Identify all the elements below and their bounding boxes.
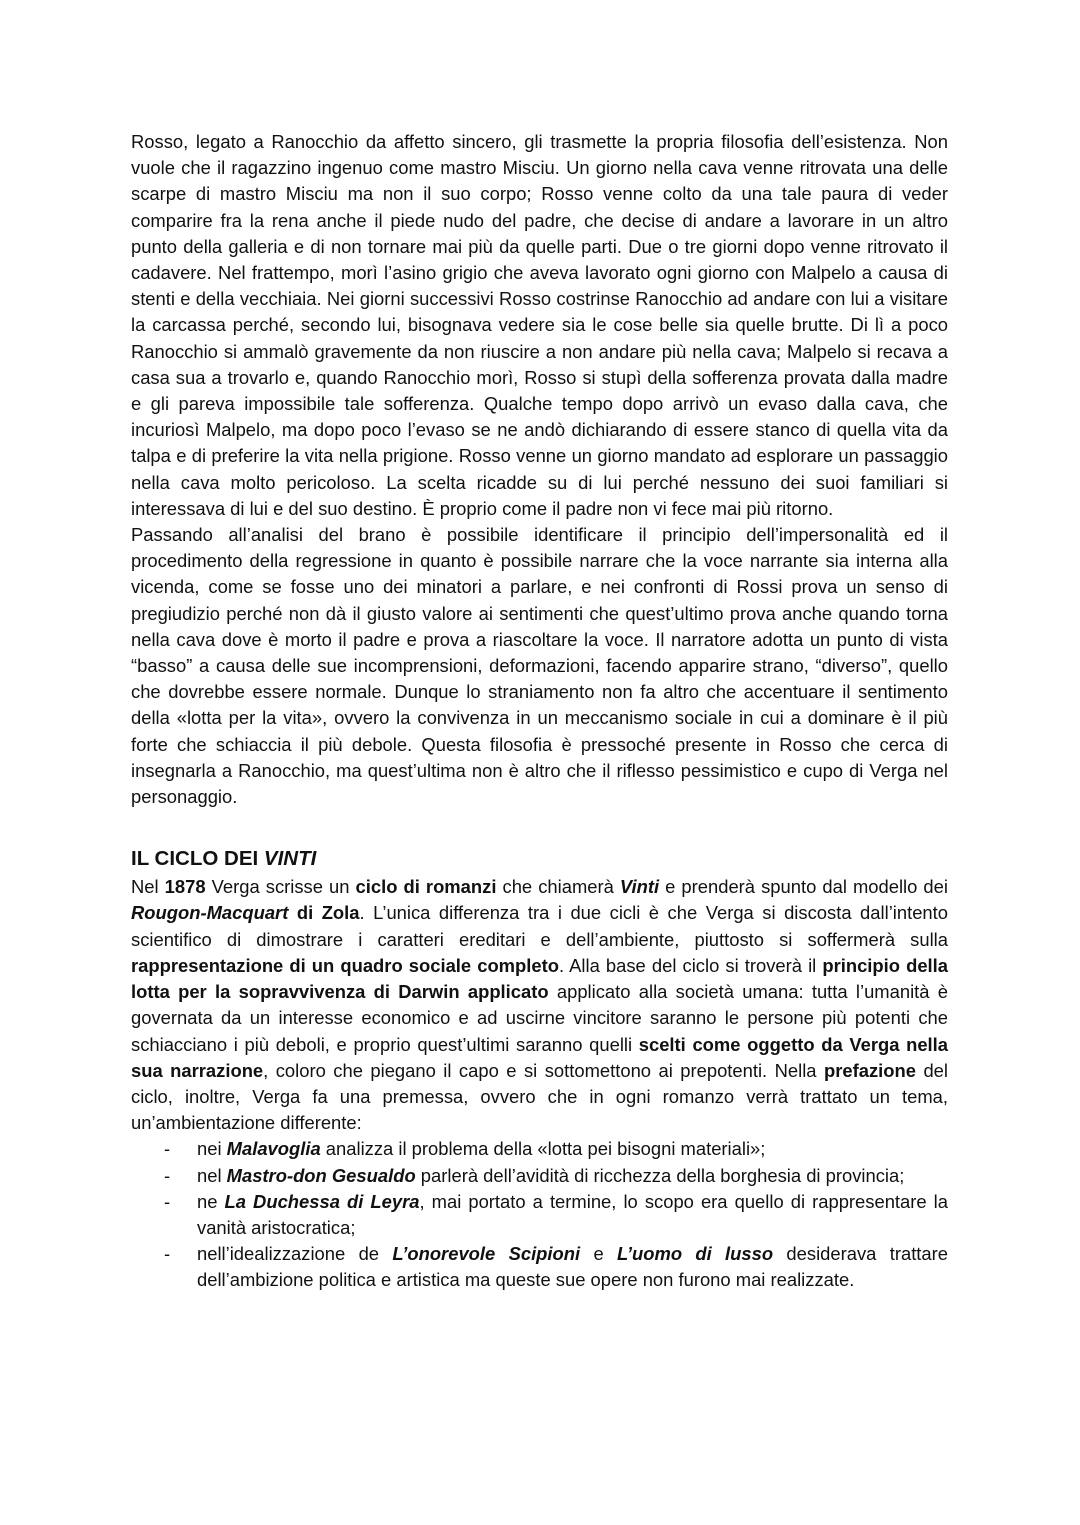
list-dash: - (164, 1164, 171, 1186)
list-dash: - (164, 1190, 171, 1212)
bold-italic-title: L’onorevole Scipioni (392, 1243, 581, 1265)
text-run: Nel (131, 876, 165, 898)
text-run: . L’unica differenza tra i due cicli è che Verga si discosta dall’intento scientifico di dimostrare i caratteri ereditari e dell’ambiente, piuttosto si soffermerà sulla (131, 902, 948, 950)
list-dash: - (164, 1138, 171, 1160)
text-run: nei (197, 1138, 227, 1160)
text-run: del ciclo, inoltre, Verga fa una premessa, ovvero che in ogni romanzo verrà trattato un tema, un’ambientazione differente: (131, 1059, 948, 1134)
novels-list (131, 1136, 948, 1293)
paragraph-ciclo-vinti (131, 874, 948, 1136)
heading-italic: VINTI (263, 847, 317, 871)
text-run: e prenderà spunto dal modello dei (659, 876, 948, 898)
text-run: e (580, 1243, 618, 1265)
list-item (131, 1189, 948, 1241)
bold-italic-title: L’uomo di lusso (617, 1243, 774, 1265)
bold-italic-title: Malavoglia (226, 1138, 321, 1160)
bold-rappresentazione: rappresentazione di un quadro sociale completo (131, 954, 559, 976)
text-run: . Alla base del ciclo si troverà il (558, 954, 823, 976)
bold-italic-title: Mastro-don Gesualdo (226, 1164, 416, 1186)
text-run: , coloro che piegano il capo e si sottomettono ai prepotenti. Nella (263, 1059, 824, 1081)
text-run: desiderava trattare dell’ambizione politica e artistica ma queste sue opere non furono mai realizzate. (197, 1243, 948, 1291)
text-run: nell’idealizzazione de (197, 1243, 393, 1265)
bold-prefazione: prefazione (824, 1059, 916, 1081)
list-item (131, 1241, 948, 1293)
bold-year: 1878 (164, 876, 206, 898)
bold-ciclo-romanzi: ciclo di romanzi (355, 876, 497, 898)
paragraph-analysis: Passando all’analisi del brano è possibile identificare il principio dell’impersonalità ed il procedimento della regressione in quanto è possibile narrare che la voce narrante sia interna alla vicenda, come se fosse uno dei minatori a parlare, e nei confronti di Rossi prova un senso di pregiudizio perché non dà il giusto valore ai sentimenti che quest’ultimo prova anche quando torna nella cava dove è morto il padre e prova a riascoltare la voce. Il narratore adotta un punto di vista “basso” a causa delle sue incomprensioni, deformazioni, facendo apparire strano, “diverso”, quello che dovrebbe essere normale. Dunque lo straniamento non fa altro che accentuare il sentimento della «lotta per la vita», ovvero la convivenza in un meccanismo sociale in cui a dominare è il più forte che schiaccia il più debole. Questa filosofia è pressoché presente in Rosso che cerca di insegnarla a Ranocchio, ma quest’ultima non è altro che il riflesso pessimistico e cupo di Verga nel personaggio. (131, 524, 948, 808)
bold-zola: di Zola (288, 902, 360, 924)
bold-principio: principio della lotta per la sopravvivenza di Darwin applicato (131, 954, 948, 1003)
text-run: parlerà dell’avidità di ricchezza della borghesia di provincia; (415, 1164, 905, 1186)
bold-italic-vinti: Vinti (619, 876, 660, 898)
text-run: Verga scrisse un (205, 876, 356, 898)
list-item (131, 1163, 948, 1189)
text-run: nel (197, 1164, 227, 1186)
text-run: analizza il problema della «lotta pei bisogni materiali»; (320, 1138, 766, 1160)
text-run: che chiamerà (496, 876, 620, 898)
paragraph-summary: Rosso, legato a Ranocchio da affetto sincero, gli trasmette la propria filosofia dell’esistenza. Non vuole che il ragazzino ingenuo come mastro Misciu. Un giorno nella cava venne ritrovata una delle scarpe di mastro Misciu ma non il suo corpo; Rosso venne colto da una tale paura di veder comparire fra la rena anche il piede nudo del padre, che decise di andare a lavorare in un altro punto della galleria e di non tornare mai più da quelle parti. Due o tre giorni dopo venne ritrovato il cadavere. Nel frattempo, morì l’asino grigio che aveva lavorato ogni giorno con Malpelo a causa di stenti e della vecchiaia. Nei giorni successivi Rosso costrinse Ranocchio ad andare con lui a visitare la carcassa perché, secondo lui, bisognava vedere sia le cose belle sia quelle brutte. Di lì a poco Ranocchio si ammalò gravemente da non riuscire a non andare più nella cava; Malpelo si recava a casa sua a trovarlo e, quando Ranocchio morì, Rosso si stupì della sofferenza provata dalla madre e gli pareva impossibile tale sofferenza. Qualche tempo dopo arrivò un evaso dalla cava, che incuriosì Malpelo, ma dopo poco l’evaso se ne andò dichiarando di essere stanco di quella vita da talpa e di preferire la vita nella prigione. Rosso venne un giorno mandato ad esplorare un passaggio nella cava molto pericoloso. La scelta ricadde su di lui perché nessuno dei suoi familiari si interessava di lui e del suo destino. È proprio come il padre non vi fece mai più ritorno. (131, 131, 948, 519)
bold-italic-rougon: Rougon-Macquart (131, 902, 289, 924)
text-run: applicato alla società umana: tutta l’umanità è governata da un interesse economico e ad uscirne vincitore saranno le persone più potenti che schiacciano i più deboli, e proprio quest’ultimi saranno quelli (131, 981, 949, 1055)
list-item (131, 1136, 948, 1162)
text-run: ne (197, 1190, 225, 1212)
list-dash: - (164, 1243, 171, 1265)
bold-italic-title: La Duchessa di Leyra (224, 1190, 420, 1212)
section-heading (131, 844, 948, 874)
heading-prefix: IL CICLO DEI (131, 847, 264, 871)
document-page (131, 129, 948, 1294)
text-run: , mai portato a termine, lo scopo era quello di rappresentare la vanità aristocratica; (197, 1190, 948, 1238)
bold-scelti: scelti come oggetto da Verga nella sua narrazione (131, 1033, 949, 1081)
